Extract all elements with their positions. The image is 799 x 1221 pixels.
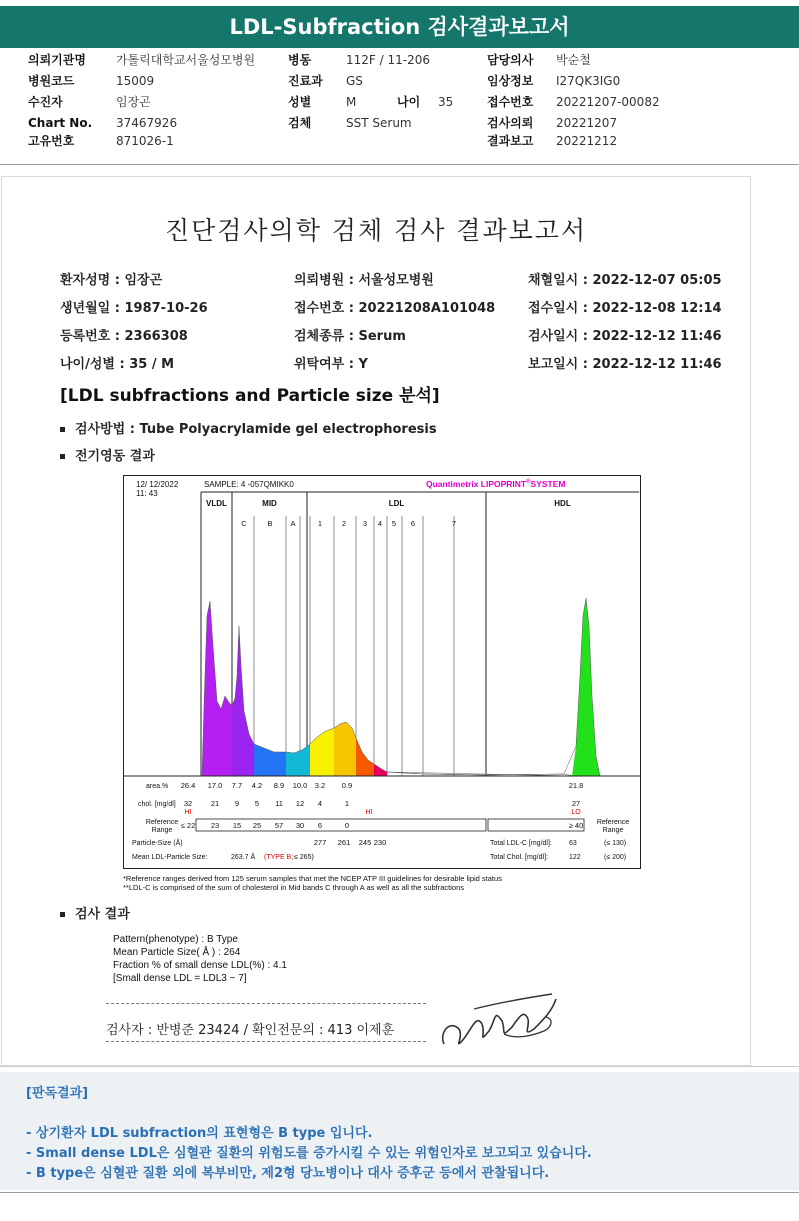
chart-note-1: *Reference ranges derived from 125 serum samples that met the NCEP ATP III guidelines for desirable lipid status: [123, 874, 502, 883]
label-examinee: 수진자: [28, 95, 63, 109]
total-ldl-ref: (≤ 130): [604, 840, 627, 847]
field-referring-hospital: 의뢰병원 : 서울성모병원: [294, 273, 434, 288]
section-title: [LDL subfractions and Particle size 분석]: [60, 386, 440, 406]
field-birth-date: 생년월일 : 1987-10-26: [60, 301, 208, 316]
electro-band-fill-7: [374, 764, 387, 776]
bullet-icon: [60, 912, 65, 917]
label-hospital-code: 병원코드: [28, 74, 75, 88]
value-examinee: 임장곤: [116, 95, 151, 109]
chol-value: 32: [183, 799, 193, 808]
value-sex: M: [346, 95, 357, 109]
report-header-title: LDL-Subfraction 검사결과보고서: [229, 15, 570, 39]
header-row-5: [0, 133, 799, 150]
sub-band-label-B: B: [267, 519, 273, 528]
value-department: GS: [346, 74, 363, 88]
area-value: 3.2: [314, 781, 326, 790]
field-age-sex: 나이/성별 : 35 / M: [60, 357, 175, 372]
lab-report-document: [1, 176, 751, 1066]
registered-mark: ®: [526, 479, 531, 486]
electrophoresis-text: 전기영동 결과: [75, 449, 155, 464]
sub-band-label-A: A: [290, 519, 296, 528]
value-receipt-number: 20221207-00082: [556, 95, 660, 109]
area-value: 0.9: [341, 781, 353, 790]
chol-value: 12: [295, 799, 305, 808]
label-request-date: 검사의뢰: [487, 116, 534, 130]
total-ldl-value: 63: [569, 840, 577, 847]
value-age: 35: [438, 95, 454, 109]
bullet-icon: [60, 454, 65, 459]
sub-band-label-6: 6: [410, 519, 416, 528]
value-clinical-info: I27QK3IG0: [556, 74, 621, 88]
value-unique-number: 871026-1: [116, 134, 174, 148]
total-chol-ref: (≤ 200): [604, 854, 627, 861]
field-registration-number: 등록번호 : 2366308: [60, 329, 188, 344]
chart-system-name: Quantimetrix LIPOPRINT: [426, 479, 527, 489]
patient-header: [0, 52, 799, 162]
chart-time: 11: 43: [136, 489, 158, 498]
value-specimen: SST Serum: [346, 116, 412, 130]
field-outsourced: 위탁여부 : Y: [294, 357, 368, 372]
chol-value: 4: [317, 799, 323, 808]
field-specimen-type: 검체종류 : Serum: [294, 329, 406, 344]
value-request-date: 20221207: [556, 116, 618, 130]
judgement-title: [판독결과]: [26, 1086, 89, 1101]
header-row-1: [0, 52, 799, 69]
chol-value: 21: [210, 799, 220, 808]
signature-line: 검사자 : 반병준 23424 / 확인전문의 : 413 이제훈: [106, 1023, 395, 1038]
chart-sample: SAMPLE: 4 -057QMIKK0: [204, 480, 294, 489]
label-age: 나이: [397, 95, 421, 109]
row-label-chol: chol. [mg/dl]: [138, 801, 176, 808]
reference-value: 6: [317, 821, 323, 830]
band-group-label-ldl: LDL: [388, 499, 405, 508]
area-value: 7.7: [231, 781, 243, 790]
label-sex: 성별: [288, 95, 312, 109]
sub-band-label-2: 2: [341, 519, 347, 528]
electro-band-fill-4: [310, 728, 334, 776]
sub-band-label-1: 1: [317, 519, 323, 528]
label-chart-no: Chart No.: [28, 116, 93, 130]
type-b-flag: (TYPE B;: [264, 854, 294, 861]
flag-hi-ldl4: HI: [365, 809, 373, 816]
chol-value-hdl: 27: [571, 799, 581, 808]
lipoprint-svg: [124, 476, 640, 868]
flag-hi-vldl: HI: [184, 809, 192, 816]
report-header-bar: [0, 6, 799, 48]
chart-date: 12/ 12/2022: [136, 480, 179, 489]
label-doctor: 담당의사: [487, 53, 534, 67]
report-title: 진단검사의학 검체 검사 결과보고서: [164, 216, 588, 245]
result-small-dense-def: [Small dense LDL = LDL3 ~ 7]: [113, 973, 247, 984]
particle-size-value: 245: [358, 838, 372, 847]
bullet-icon: [60, 427, 65, 432]
label-requesting-institution: 의뢰기관명: [28, 53, 86, 67]
row-label-range: Range: [151, 827, 173, 834]
row-label-reference-right: Reference: [596, 819, 630, 826]
footer-divider: [0, 1192, 799, 1193]
area-value: 4.2: [251, 781, 263, 790]
row-label-range-right: Range: [602, 827, 624, 834]
electro-band-fill-3: [286, 744, 310, 776]
field-report-datetime: 보고일시 : 2022-12-12 11:46: [528, 357, 722, 372]
field-collection-datetime: 채혈일시 : 2022-12-07 05:05: [528, 273, 722, 288]
judgement-line-2: - Small dense LDL은 심혈관 질환의 위험도를 증가시킬 수 있는 위험인자로 보고되고 있습니다.: [26, 1146, 592, 1161]
sub-band-label-7: 7: [451, 519, 457, 528]
area-value: 10.0: [292, 781, 308, 790]
value-doctor: 박순철: [556, 53, 591, 67]
particle-size-value: 277: [313, 838, 327, 847]
lipoprint-chart: [123, 475, 641, 869]
chart-note-2: **LDL-C is comprised of the sum of cholesterol in Mid bands C through A as well as all the subfractions: [123, 883, 465, 892]
judgement-line-3: - B type은 심혈관 질환 외에 복부비만, 제2형 당뇨병이나 대사 증후군 등에서 관찰됩니다.: [26, 1166, 550, 1181]
flag-lo-hdl: LO: [571, 809, 581, 816]
area-value: 26.4: [180, 781, 196, 790]
result-small-dense-fraction: Fraction % of small dense LDL(%) : 4.1: [113, 960, 287, 971]
result-heading: [60, 903, 130, 922]
area-value-hdl: 21.8: [568, 781, 584, 790]
value-requesting-institution: 가톨릭대학교서울성모병원: [116, 53, 256, 67]
reference-value: 23: [210, 821, 220, 830]
chart-system-suffix: SYSTEM: [530, 479, 566, 489]
field-receipt-datetime: 접수일시 : 2022-12-08 12:14: [528, 301, 722, 316]
judgement-line-1: - 상기환자 LDL subfraction의 표현형은 B type 입니다.: [26, 1126, 373, 1141]
value-report-date: 20221212: [556, 134, 618, 148]
chol-value: 5: [254, 799, 260, 808]
sub-band-label-4: 4: [377, 519, 383, 528]
reference-value: ≤ 22: [180, 821, 196, 830]
mean-ldl-size-label: Mean LDL-Particle Size:: [132, 854, 208, 861]
field-receipt-number: 접수번호 : 20221208A101048: [294, 301, 496, 316]
field-patient-name: 환자성명 : 임장곤: [60, 273, 163, 288]
handwritten-signature: [434, 989, 574, 1059]
result-phenotype: Pattern(phenotype) : B Type: [113, 934, 238, 945]
reference-value: 25: [252, 821, 262, 830]
label-ward: 병동: [288, 53, 312, 67]
method-line: [60, 418, 437, 437]
type-b-range: ≤ 265): [294, 854, 314, 861]
value-chart-no: 37467926: [116, 116, 178, 130]
area-value: 17.0: [207, 781, 223, 790]
judgement-panel: [0, 1072, 799, 1190]
mean-ldl-size-value: 263.7 Å: [231, 854, 256, 861]
electro-band-fill-1: [232, 626, 254, 776]
electro-band-fill-2: [254, 744, 286, 776]
value-hospital-code: 15009: [116, 74, 155, 88]
method-text: 검사방법 : Tube Polyacrylamide gel electrophoresis: [75, 422, 437, 437]
chol-value: 11: [275, 799, 283, 808]
sub-band-label-C: C: [241, 519, 247, 528]
particle-size-value: 261: [337, 838, 351, 847]
band-group-label-hdl: HDL: [554, 499, 571, 508]
header-row-3: [0, 94, 799, 111]
sub-band-label-5: 5: [391, 519, 397, 528]
signature-rule-bottom: [106, 1041, 426, 1042]
header-row-4: [0, 115, 799, 132]
label-unique-number: 고유번호: [28, 134, 75, 148]
particle-size-value: 230: [373, 838, 387, 847]
header-divider: [0, 164, 799, 165]
band-group-label-vldl: VLDL: [206, 499, 227, 508]
judgement-divider: [0, 1066, 799, 1067]
reference-value: 57: [274, 821, 284, 830]
reference-value: 30: [295, 821, 305, 830]
result-mean-size: Mean Particle Size( Å ) : 264: [113, 947, 241, 958]
sub-band-label-3: 3: [362, 519, 368, 528]
field-test-datetime: 검사일시 : 2022-12-12 11:46: [528, 329, 722, 344]
label-report-date: 결과보고: [487, 134, 534, 148]
total-ldl-label: Total LDL-C [mg/dl]:: [490, 840, 552, 847]
reference-value: 15: [232, 821, 242, 830]
total-chol-value: 122: [569, 854, 581, 861]
row-label-reference: Reference: [145, 819, 179, 826]
signature-rule-top: [106, 1003, 426, 1004]
label-department: 진료과: [288, 74, 323, 88]
reference-value-hdl: ≥ 40: [568, 821, 584, 830]
electrophoresis-line: [60, 445, 155, 464]
label-specimen: 검체: [288, 116, 312, 130]
header-row-2: [0, 73, 799, 90]
chol-value: 1: [344, 799, 350, 808]
total-chol-label: Total Chol. [mg/dl]:: [490, 854, 548, 861]
result-heading-text: 검사 결과: [75, 907, 130, 922]
particle-size-label: Particle-Size (Å): [132, 840, 183, 847]
label-clinical-info: 임상정보: [487, 74, 534, 88]
chol-value: 9: [234, 799, 240, 808]
reference-value: 0: [344, 821, 350, 830]
area-value: 8.9: [273, 781, 285, 790]
label-receipt-number: 접수번호: [487, 95, 534, 109]
value-ward: 112F / 11-206: [346, 53, 430, 67]
row-label-area: area.%: [146, 783, 169, 790]
band-group-label-mid: MID: [262, 499, 277, 508]
